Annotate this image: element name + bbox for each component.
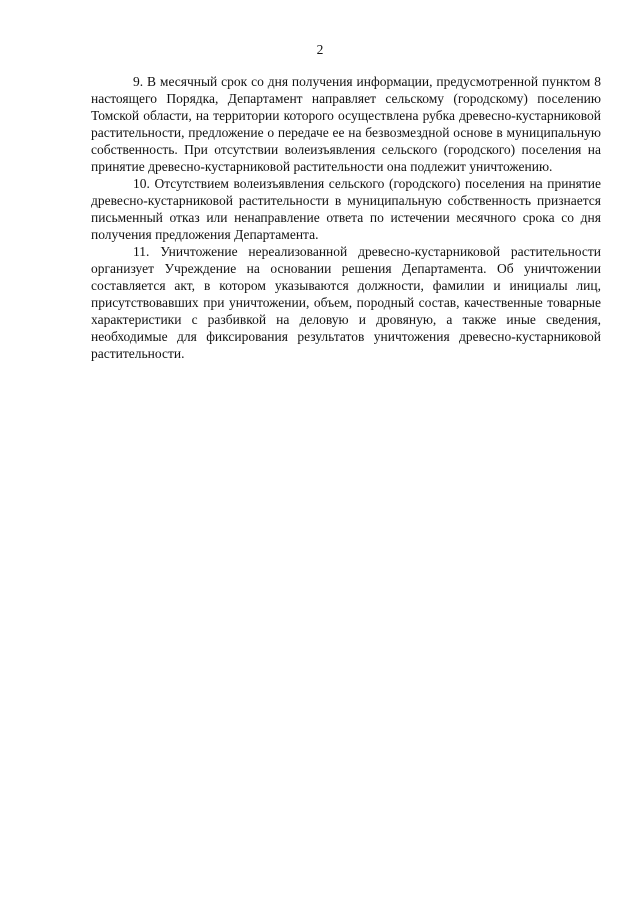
- document-body: [91, 73, 601, 362]
- paragraph-10: 10. Отсутствием волеизъявления сельского (городского) поселения на принятие древесно-кустарниковой растительности в муниципальную собственность признается письменный отказ или ненаправление ответа по истечении месячного срока со дня получения предложения Департамента.: [91, 176, 601, 242]
- paragraph-9: 9. В месячный срок со дня получения информации, предусмотренной пунктом 8 настоящего Порядка, Департамент направляет сельскому (городскому) поселению Томской области, на территории которого осуществлена рубка древесно-кустарниковой растительности, предложение о передаче ее на безвозмездной основе в муниципальную собственность. При отсутствии волеизъявления сельского (городского) поселения на принятие древесно-кустарниковой растительности она подлежит уничтожению.: [91, 74, 601, 174]
- page-number: 2: [316, 42, 324, 57]
- paragraph-11: 11. Уничтожение нереализованной древесно-кустарниковой растительности организует Учреждение на основании решения Департамента. Об уничтожении составляется акт, в котором указываются должности, фамилии и инициалы лиц, присутствовавших при уничтожении, объем, породный состав, качественные товарные характеристики с разбивкой на деловую и дровяную, а также иные сведения, необходимые для фиксирования результатов уничтожения древесно-кустарниковой растительности.: [91, 244, 601, 361]
